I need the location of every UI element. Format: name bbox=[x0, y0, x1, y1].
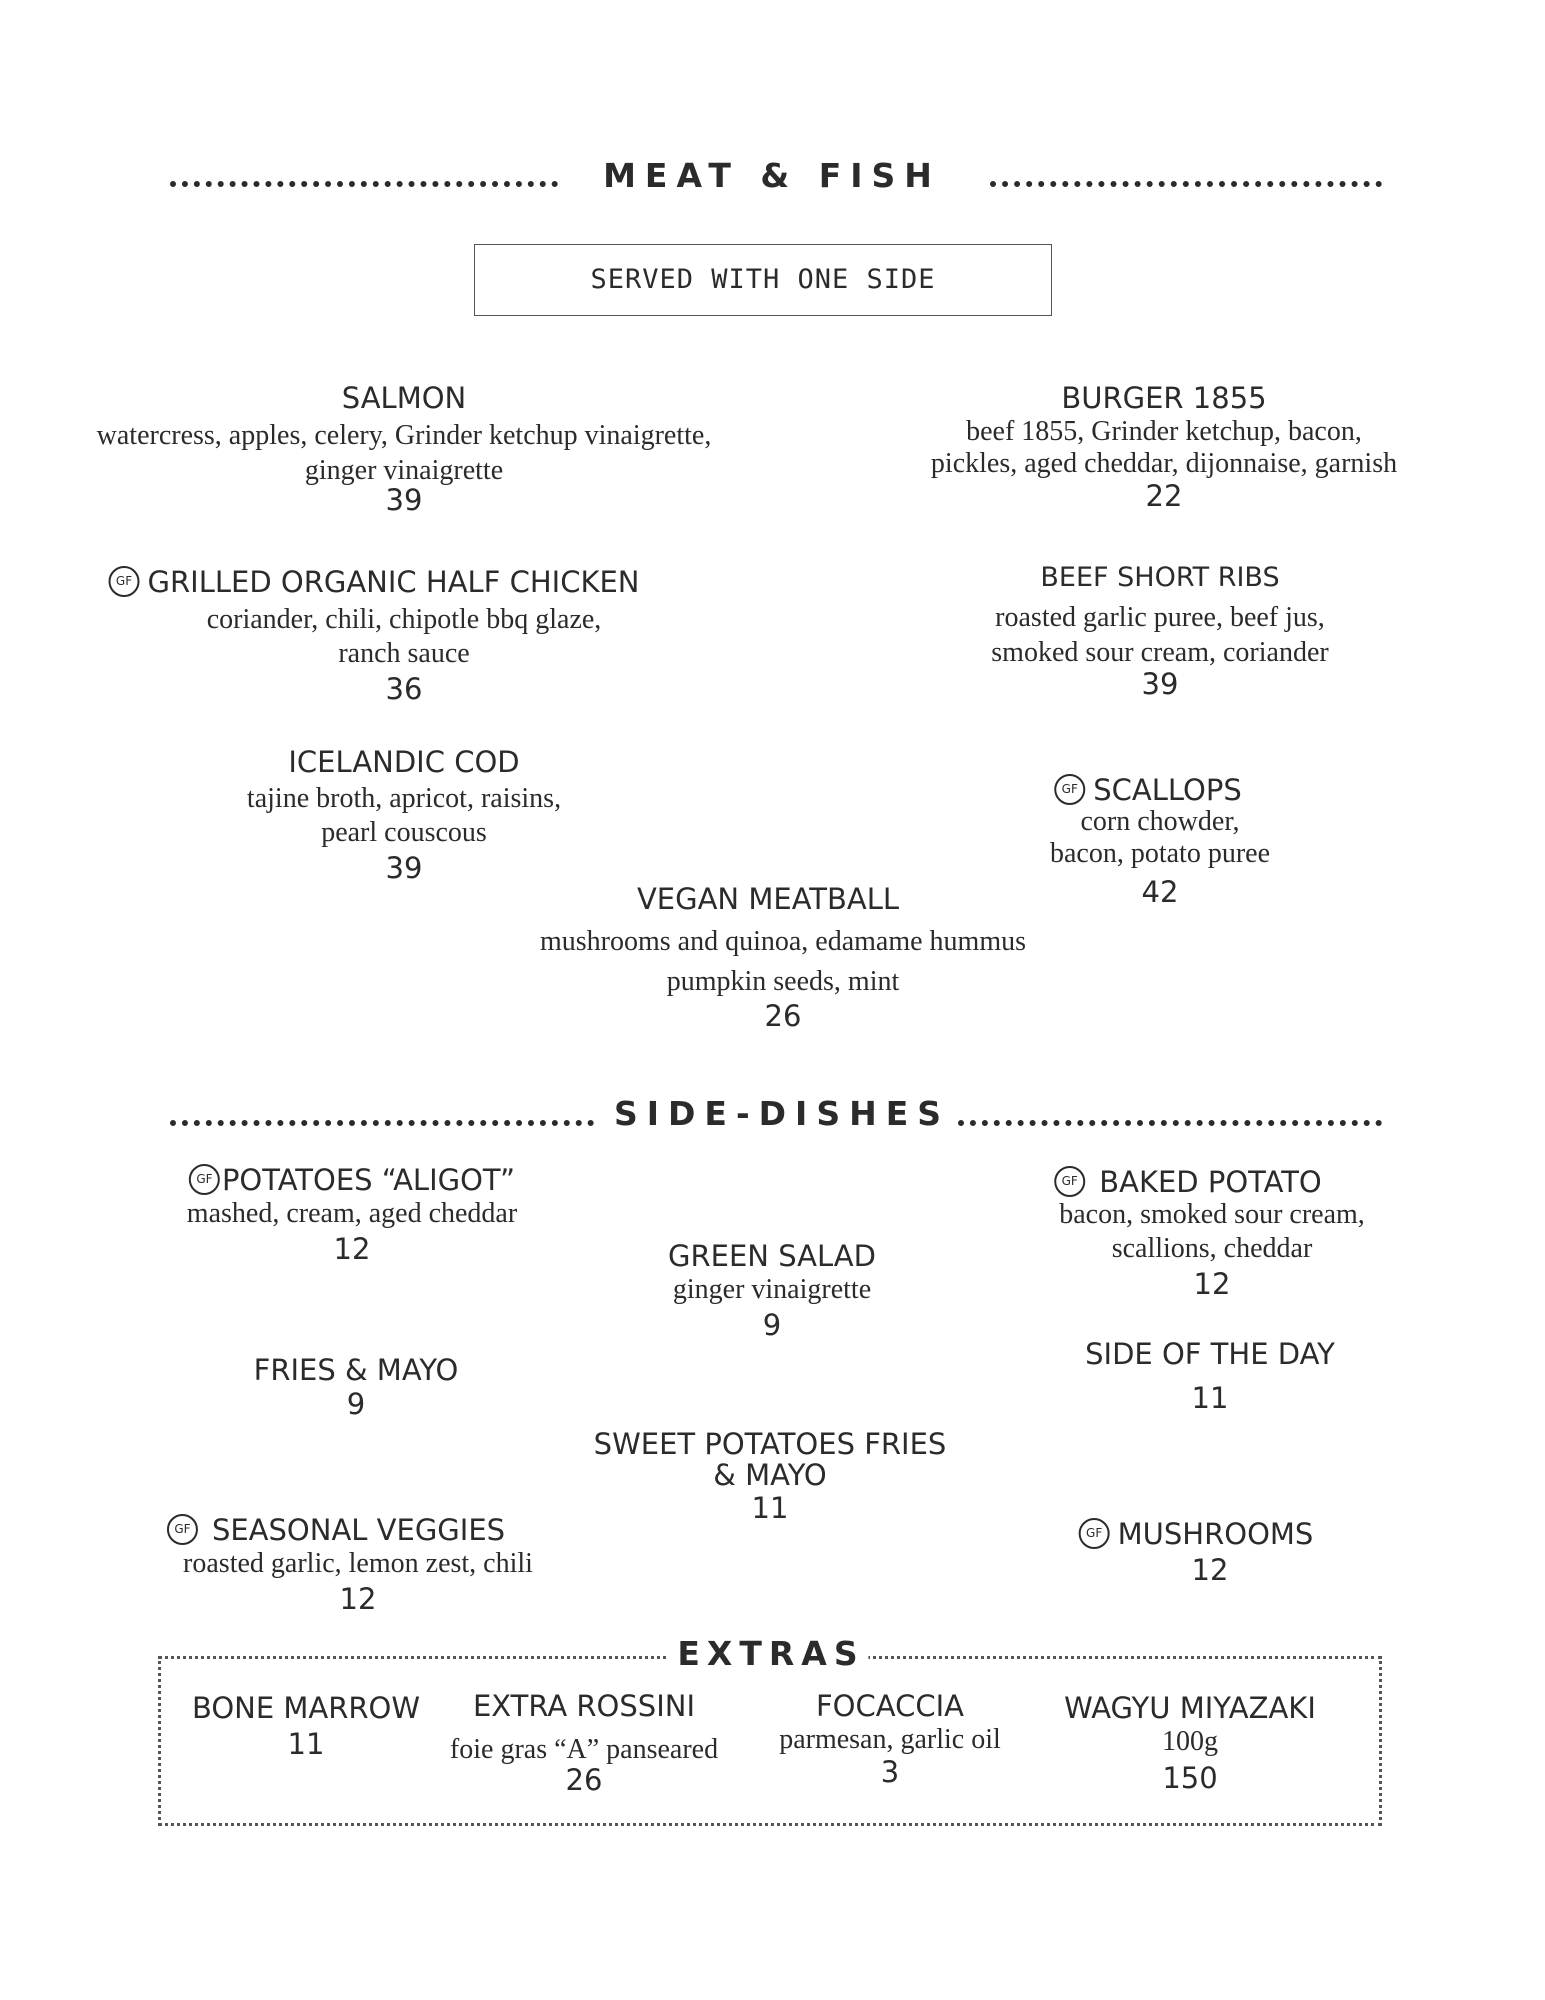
extra-item-bone-marrow bbox=[192, 1690, 420, 1762]
item-price: 42 bbox=[1141, 875, 1179, 909]
divider-dots-left bbox=[170, 181, 558, 187]
item-name: GREEN SALAD bbox=[668, 1239, 876, 1273]
item-desc: bacon, potato puree bbox=[1049, 838, 1271, 869]
side-item-green-salad bbox=[668, 1238, 876, 1343]
item-desc: coriander, chili, chipotle bbq glaze, bbox=[206, 604, 602, 635]
item-name: GRILLED ORGANIC HALF CHICKEN bbox=[147, 565, 640, 599]
side-item-potatoes-aligot bbox=[187, 1162, 517, 1267]
item-price: 9 bbox=[346, 1387, 366, 1421]
item-name: SALMON bbox=[341, 381, 467, 415]
item-desc: bacon, smoked sour cream, bbox=[1059, 1199, 1365, 1230]
item-name: MUSHROOMS bbox=[1117, 1517, 1314, 1551]
section-title-extras: EXTRAS bbox=[667, 1634, 868, 1673]
menu-item-scallops-details bbox=[1050, 806, 1270, 910]
item-desc: ranch sauce bbox=[338, 638, 470, 669]
item-price: 11 bbox=[287, 1727, 325, 1761]
item-name: BAKED POTATO bbox=[1099, 1165, 1322, 1199]
item-desc: pearl couscous bbox=[321, 817, 487, 848]
item-desc: watercress, apples, celery, Grinder ketchup vinaigrette, bbox=[96, 420, 712, 451]
menu-item-vegan-meatball bbox=[637, 881, 899, 917]
item-name: SEASONAL VEGGIES bbox=[211, 1513, 506, 1547]
item-name: EXTRA ROSSINI bbox=[472, 1689, 696, 1723]
divider-dots-left bbox=[170, 1120, 594, 1126]
item-price: 12 bbox=[339, 1582, 377, 1616]
side-item-mushrooms bbox=[1079, 1516, 1314, 1552]
gluten-free-icon: GF bbox=[189, 1164, 220, 1195]
side-item-seasonal-veggies bbox=[167, 1512, 505, 1548]
item-desc: foie gras “A” panseared bbox=[449, 1734, 719, 1765]
item-desc: 100g bbox=[1161, 1726, 1218, 1757]
item-name: BURGER 1855 bbox=[1061, 381, 1267, 415]
item-name: BONE MARROW bbox=[191, 1691, 421, 1725]
item-price: 3 bbox=[880, 1755, 900, 1789]
item-price: 26 bbox=[565, 1763, 603, 1797]
side-item-side-of-the-day bbox=[1085, 1336, 1335, 1416]
item-desc: pickles, aged cheddar, dijonnaise, garnish bbox=[930, 448, 1398, 479]
item-desc: parmesan, garlic oil bbox=[779, 1724, 1001, 1755]
item-price: 36 bbox=[385, 672, 423, 706]
item-price: 12 bbox=[1191, 1553, 1229, 1587]
extra-item-extra-rossini bbox=[450, 1688, 718, 1798]
item-name: SWEET POTATOES FRIES bbox=[593, 1427, 947, 1461]
item-name: WAGYU MIYAZAKI bbox=[1064, 1691, 1316, 1725]
gluten-free-icon: GF bbox=[1079, 1518, 1110, 1549]
divider-dots-right bbox=[958, 1120, 1382, 1126]
item-name: SCALLOPS bbox=[1093, 773, 1242, 807]
served-note: SERVED WITH ONE SIDE bbox=[590, 264, 936, 295]
item-desc: pumpkin seeds, mint bbox=[666, 966, 900, 997]
item-desc: mushrooms and quinoa, edamame hummus bbox=[539, 926, 1027, 957]
item-price: 22 bbox=[1145, 479, 1183, 513]
item-name: FOCACCIA bbox=[816, 1689, 964, 1723]
served-note-box bbox=[474, 244, 1052, 316]
side-item-baked-potato-details bbox=[1059, 1198, 1365, 1302]
menu-item-vegan-meatball-details bbox=[540, 922, 1026, 1034]
item-desc: ginger vinaigrette bbox=[304, 455, 504, 486]
menu-item-beef-short-ribs bbox=[991, 560, 1328, 702]
menu-item-burger-1855 bbox=[931, 380, 1397, 514]
item-desc: ginger vinaigrette bbox=[672, 1274, 872, 1305]
gluten-free-icon: GF bbox=[109, 566, 140, 597]
item-name: VEGAN MEATBALL bbox=[636, 882, 900, 916]
menu-item-icelandic-cod bbox=[247, 744, 561, 886]
gluten-free-icon: GF bbox=[1054, 1166, 1085, 1197]
side-item-seasonal-veggies-details bbox=[183, 1546, 533, 1617]
item-price: 39 bbox=[1141, 667, 1179, 701]
item-desc: roasted garlic puree, beef jus, bbox=[995, 602, 1325, 633]
divider-dots-right bbox=[990, 181, 1382, 187]
extra-item-focaccia bbox=[779, 1688, 1001, 1790]
item-desc: tajine broth, apricot, raisins, bbox=[246, 783, 562, 814]
item-price: 39 bbox=[385, 483, 423, 517]
item-name: ICELANDIC COD bbox=[288, 745, 520, 779]
gluten-free-icon: GF bbox=[167, 1514, 198, 1545]
item-desc: roasted garlic, lemon zest, chili bbox=[183, 1548, 533, 1579]
item-price: 12 bbox=[1193, 1267, 1231, 1301]
menu-item-scallops bbox=[1054, 772, 1242, 808]
menu-item-salmon bbox=[97, 380, 712, 518]
section-title-meat-fish: MEAT & FISH bbox=[603, 156, 941, 195]
side-item-baked-potato bbox=[1054, 1164, 1322, 1200]
item-price: 150 bbox=[1162, 1761, 1218, 1795]
item-price: 39 bbox=[385, 851, 423, 885]
item-desc: mashed, cream, aged cheddar bbox=[186, 1198, 518, 1229]
item-name: SIDE OF THE DAY bbox=[1085, 1337, 1335, 1371]
side-item-sweet-potatoes-fries bbox=[594, 1428, 947, 1526]
side-item-fries-mayo bbox=[254, 1352, 459, 1422]
item-price: 12 bbox=[333, 1232, 371, 1266]
item-name: FRIES & MAYO bbox=[253, 1353, 459, 1387]
section-title-side-dishes: SIDE-DISHES bbox=[613, 1094, 951, 1133]
item-name-line-2: & MAYO bbox=[713, 1458, 827, 1492]
side-item-mushrooms-details bbox=[1192, 1552, 1229, 1588]
item-price: 9 bbox=[762, 1308, 782, 1342]
item-price: 11 bbox=[751, 1491, 789, 1525]
item-name: BEEF SHORT RIBS bbox=[1040, 562, 1280, 593]
extra-item-wagyu-miyazaki bbox=[1064, 1690, 1316, 1796]
item-desc: beef 1855, Grinder ketchup, bacon, bbox=[966, 416, 1362, 447]
menu-item-grilled-chicken bbox=[109, 564, 640, 600]
item-name: POTATOES “ALIGOT” bbox=[221, 1163, 516, 1197]
item-price: 11 bbox=[1191, 1381, 1229, 1415]
gluten-free-icon: GF bbox=[1054, 774, 1085, 805]
item-desc: corn chowder, bbox=[1080, 806, 1240, 837]
item-desc: scallions, cheddar bbox=[1111, 1233, 1313, 1264]
item-price: 26 bbox=[764, 999, 802, 1033]
menu-item-grilled-chicken-details bbox=[207, 603, 602, 707]
item-desc: smoked sour cream, coriander bbox=[991, 637, 1329, 668]
